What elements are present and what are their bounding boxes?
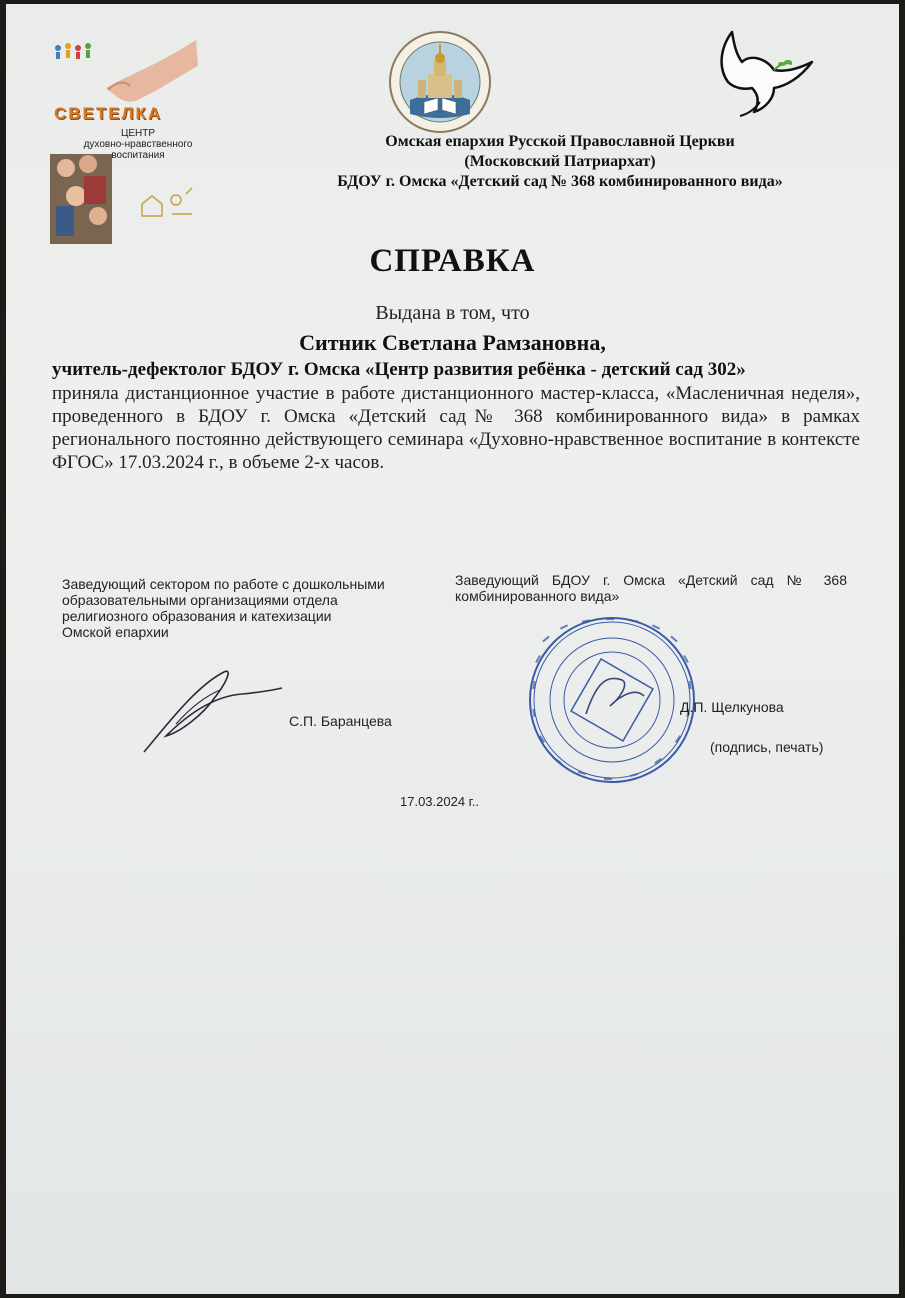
left-signatory-title (62, 576, 385, 640)
document-title: СПРАВКА (369, 243, 536, 279)
church-seal-emblem (388, 30, 492, 134)
left-signatory-line: Омской епархии (62, 624, 169, 640)
header-line-2: (Московский Патриархат) (464, 153, 656, 170)
left-signatory-line: религиозного образования и катехизации (62, 608, 332, 624)
svetelka-logo (46, 36, 206, 246)
right-signatory-line: Заведующий БДОУ г. Омска «Детский сад № 368 (455, 572, 847, 588)
left-signatory-line: Заведующий сектором по работе с дошкольными (62, 576, 385, 592)
official-stamp (526, 614, 698, 786)
person-position: учитель-дефектолог БДОУ г. Омска «Центр развития ребёнка - детский сад 302» (52, 359, 746, 380)
logo-subtitle (78, 128, 198, 161)
document-body: приняла дистанционное участие в работе дистанционного мастер-класса, «Масленичная неделя», проведенного в БДОУ г. Омска «Детский сад№ 368 комбинированного вида» в рамках регионального постоянно действующего семинара «Духовно-нравственное воспитание в контексте ФГОС» 17.03.2024 г., в объеме 2-х часов. (52, 383, 860, 473)
left-handwritten-signature (136, 666, 286, 758)
dove-icon (700, 28, 818, 124)
header-line-1: Омская епархия Русской Православной Церкви (385, 133, 735, 150)
document-date: 17.03.2024 г.. (400, 794, 480, 809)
logo-subtitle-line: ЦЕНТР (120, 128, 156, 139)
logo-title: СВЕТЕЛКА (54, 104, 163, 123)
left-signatory-name: С.П. Баранцева (289, 713, 392, 729)
left-signatory-line: образовательными организациями отдела (62, 592, 338, 608)
logo-subtitle-line: воспитания (111, 150, 165, 161)
logo-subtitle-line: духовно-нравственного (83, 139, 193, 150)
header-line-3: БДОУ г. Омска «Детский сад № 368 комбинированного вида» (337, 173, 783, 190)
signature-stamp-note: (подпись, печать) (710, 739, 824, 755)
person-name: Ситник Светлана Рамзановна, (299, 330, 606, 355)
right-signatory-title (455, 572, 847, 604)
right-signatory-line: комбинированного вида» (455, 588, 620, 604)
right-signatory-name: Д.П. Щелкунова (680, 699, 784, 715)
issued-to-text: Выдана в том, что (375, 302, 530, 324)
